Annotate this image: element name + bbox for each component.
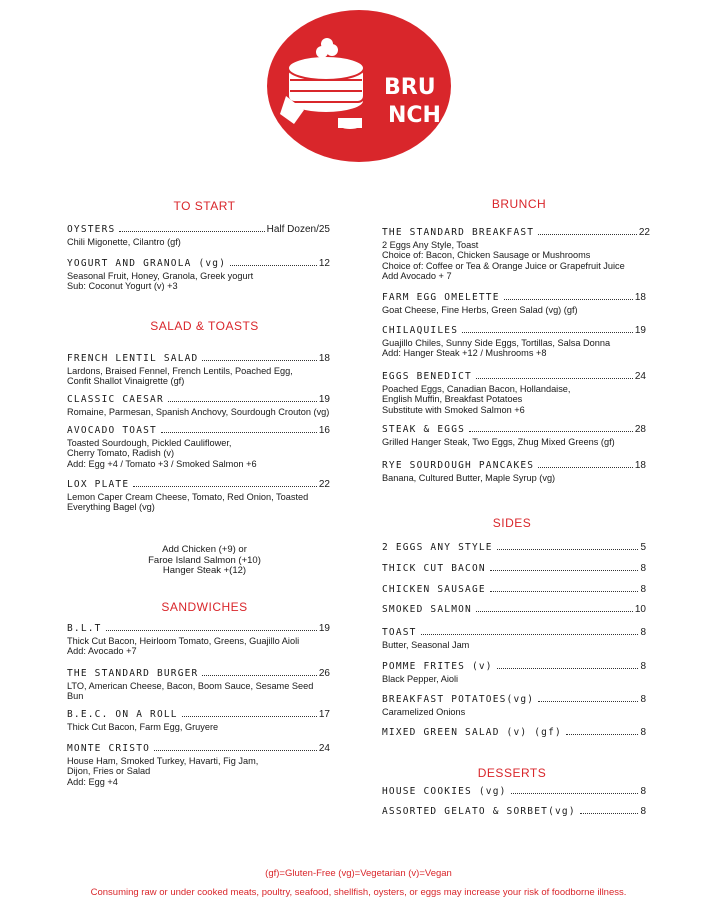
item-name: B.L.T: [67, 623, 102, 634]
item-price: 16: [318, 425, 330, 436]
leader-dots: [106, 630, 317, 631]
item-description: Goat Cheese, Fine Herbs, Green Salad (vg) (gf): [382, 305, 578, 315]
leader-dots: [119, 231, 264, 232]
dietary-legend: (gf)=Gluten-Free (vg)=Vegetarian (v)=Vegan: [265, 868, 452, 879]
item-description: Butter, Seasonal Jam: [382, 640, 470, 650]
leader-dots: [133, 486, 317, 487]
brunch-logo-icon: [264, 6, 454, 166]
leader-dots: [490, 570, 639, 571]
item-price: 18: [318, 353, 330, 364]
item-price: 24: [318, 743, 330, 754]
item-name: TOAST: [382, 627, 417, 638]
item-price: 19: [634, 325, 646, 336]
leader-dots: [202, 675, 316, 676]
leader-dots: [421, 634, 639, 635]
menu-item-oysters: [67, 224, 330, 247]
menu-item-yogurt: [67, 258, 330, 292]
item-name: RYE SOURDOUGH PANCAKES: [382, 460, 535, 471]
leader-dots: [154, 750, 317, 751]
item-description: Thick Cut Bacon, Heirloom Tomato, Greens, Guajillo Aioli Add: Avocado +7: [67, 636, 300, 657]
item-price: 19: [318, 623, 330, 634]
item-name: MONTE CRISTO: [67, 743, 151, 754]
leader-dots: [490, 591, 639, 592]
leader-dots: [476, 378, 633, 379]
item-price: 8: [640, 584, 646, 595]
item-name: B.E.C. ON A ROLL: [67, 709, 178, 720]
leader-dots: [497, 549, 639, 550]
leader-dots: [580, 813, 639, 814]
brunch-logo: [264, 6, 454, 166]
side-item-salmon: [382, 604, 646, 615]
side-item-bacon: [382, 563, 646, 574]
section-title-desserts: DESSERTS: [477, 766, 547, 780]
item-price: 10: [634, 604, 646, 615]
item-description: Toasted Sourdough, Pickled Cauliflower, Cherry Tomato, Radish (v) Add: Egg +4 / Tomato +3 / Smoked Salmon +6: [67, 438, 257, 469]
item-price: 8: [640, 627, 646, 638]
item-description: Poached Eggs, Canadian Bacon, Hollandaise, English Muffin, Breakfast Potatoes Substitute with Smoked Salmon +6: [382, 384, 571, 415]
leader-dots: [462, 332, 633, 333]
item-name: CHICKEN SAUSAGE: [382, 584, 486, 595]
side-item-potatoes: [382, 694, 646, 717]
leader-dots: [511, 793, 639, 794]
leader-dots: [469, 431, 633, 432]
side-item-frites: [382, 661, 646, 684]
item-description: Caramelized Onions: [382, 707, 466, 717]
item-price: 8: [640, 727, 646, 738]
item-name: STEAK & EGGS: [382, 424, 466, 435]
section-title-to-start: TO START: [173, 199, 236, 213]
item-price: 8: [640, 806, 646, 817]
item-price: 19: [318, 394, 330, 405]
item-description: Grilled Hanger Steak, Two Eggs, Zhug Mixed Greens (gf): [382, 437, 615, 447]
dessert-item-cookies: [382, 786, 646, 797]
section-title-sides: SIDES: [492, 516, 532, 530]
item-price: 26: [318, 668, 330, 679]
item-description: Guajillo Chiles, Sunny Side Eggs, Tortillas, Salsa Donna Add: Hanger Steak +12 / Mushrooms +8: [382, 338, 611, 359]
menu-item-monte-cristo: [67, 743, 330, 787]
item-name: SMOKED SALMON: [382, 604, 472, 615]
leader-dots: [538, 701, 638, 702]
side-item-toast: [382, 627, 646, 650]
item-price: 8: [640, 694, 646, 705]
item-name: ASSORTED GELATO & SORBET(vg): [382, 806, 576, 817]
menu-item-lentil-salad: [67, 353, 330, 387]
leader-dots: [161, 432, 317, 433]
item-description: House Ham, Smoked Turkey, Havarti, Fig Jam, Dijon, Fries or Salad Add: Egg +4: [67, 756, 259, 787]
menu-item-chilaquiles: [382, 325, 646, 359]
item-description: Seasonal Fruit, Honey, Granola, Greek yogurt Sub: Coconut Yogurt (v) +3: [67, 271, 254, 292]
menu-item-bec: [67, 709, 330, 732]
leader-dots: [202, 360, 316, 361]
menu-item-lox-plate: [67, 479, 330, 513]
item-price: 24: [634, 371, 646, 382]
leader-dots: [182, 716, 317, 717]
item-price: 17: [318, 709, 330, 720]
leader-dots: [538, 234, 637, 235]
item-description: Lardons, Braised Fennel, French Lentils, Poached Egg, Confit Shallot Vinaigrette (gf): [67, 366, 293, 387]
item-name: HOUSE COOKIES (vg): [382, 786, 507, 797]
item-price: 22: [638, 227, 650, 238]
leader-dots: [504, 299, 633, 300]
menu-item-avocado-toast: [67, 425, 330, 469]
item-name: 2 EGGS ANY STYLE: [382, 542, 493, 553]
item-name: OYSTERS: [67, 224, 116, 235]
item-description: Romaine, Parmesan, Spanish Anchovy, Sourdough Crouton (vg): [67, 407, 330, 417]
item-name: AVOCADO TOAST: [67, 425, 157, 436]
item-name: LOX PLATE: [67, 479, 130, 490]
dessert-item-gelato: [382, 806, 646, 817]
item-name: CHILAQUILES: [382, 325, 459, 336]
item-description: 2 Eggs Any Style, Toast Choice of: Bacon, Chicken Sausage or Mushrooms Choice of: Coffee or Tea & Orange Juice or Grapefruit Juice Add Avocado + 7: [382, 240, 625, 282]
leader-dots: [497, 668, 639, 669]
svg-text:BRU: BRU: [384, 75, 436, 100]
menu-item-pancakes: [382, 460, 646, 483]
item-price: 8: [640, 786, 646, 797]
menu-item-standard-breakfast: [382, 227, 650, 282]
item-price: 18: [634, 460, 646, 471]
svg-text:NCH: NCH: [388, 103, 441, 128]
item-price: 8: [640, 563, 646, 574]
side-item-green-salad: [382, 727, 646, 738]
item-description: Thick Cut Bacon, Farm Egg, Gruyere: [67, 722, 219, 732]
item-description: LTO, American Cheese, Bacon, Boom Sauce, Sesame Seed Bun: [67, 681, 314, 702]
item-price: 8: [640, 661, 646, 672]
menu-item-omelette: [382, 292, 646, 315]
item-name: EGGS BENEDICT: [382, 371, 472, 382]
menu-item-caesar: [67, 394, 330, 417]
item-name: CLASSIC CAESAR: [67, 394, 164, 405]
item-price: 18: [634, 292, 646, 303]
protein-addons: Add Chicken (+9) or Faroe Island Salmon (+10) Hanger Steak +(12): [148, 544, 261, 576]
item-price: Half Dozen/25: [266, 224, 330, 235]
item-name: THE STANDARD BURGER: [67, 668, 199, 679]
menu-item-eggs-benedict: [382, 371, 646, 415]
item-name: MIXED GREEN SALAD (v) (gf): [382, 727, 562, 738]
item-name: FARM EGG OMELETTE: [382, 292, 500, 303]
item-name: THICK CUT BACON: [382, 563, 486, 574]
item-description: Black Pepper, Aioli: [382, 674, 459, 684]
section-title-brunch: BRUNCH: [491, 197, 547, 211]
item-price: 5: [640, 542, 646, 553]
item-description: Chili Migonette, Cilantro (gf): [67, 237, 181, 247]
menu-item-blt: [67, 623, 330, 657]
leader-dots: [566, 734, 639, 735]
side-item-eggs: [382, 542, 646, 553]
section-title-sandwiches: SANDWICHES: [161, 600, 248, 614]
menu-item-burger: [67, 668, 330, 702]
item-description: Lemon Caper Cream Cheese, Tomato, Red Onion, Toasted Everything Bagel (vg): [67, 492, 309, 513]
section-title-salad: SALAD & TOASTS: [150, 319, 259, 333]
item-price: 12: [318, 258, 330, 269]
item-name: FRENCH LENTIL SALAD: [67, 353, 199, 364]
item-name: YOGURT AND GRANOLA (vg): [67, 258, 227, 269]
foodborne-warning: Consuming raw or under cooked meats, poultry, seafood, shellfish, oysters, or eggs may increase your risk of foodborne illness.: [90, 887, 627, 898]
item-price: 22: [318, 479, 330, 490]
side-item-sausage: [382, 584, 646, 595]
leader-dots: [230, 265, 317, 266]
item-name: BREAKFAST POTATOES(vg): [382, 694, 535, 705]
item-price: 28: [634, 424, 646, 435]
menu-item-steak-eggs: [382, 424, 646, 447]
item-name: THE STANDARD BREAKFAST: [382, 227, 535, 238]
leader-dots: [538, 467, 633, 468]
leader-dots: [168, 401, 317, 402]
item-name: POMME FRITES (v): [382, 661, 493, 672]
leader-dots: [476, 611, 633, 612]
item-description: Banana, Cultured Butter, Maple Syrup (vg): [382, 473, 556, 483]
